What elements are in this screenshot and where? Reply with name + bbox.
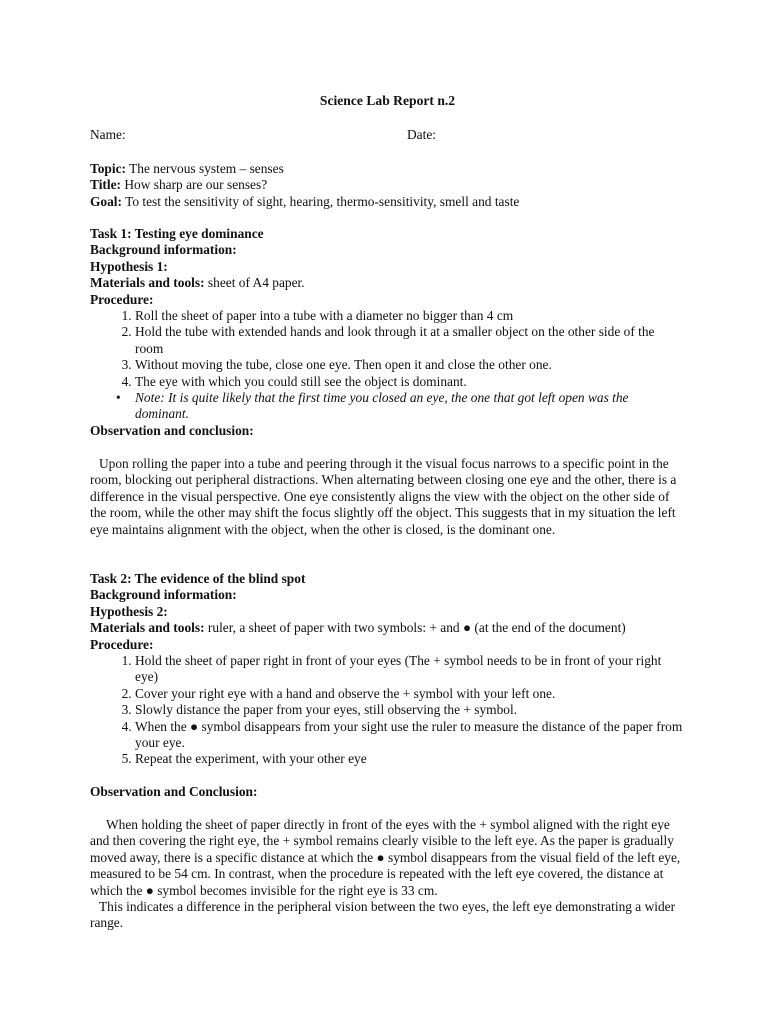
task1-heading: Task 1: Testing eye dominance <box>90 226 264 241</box>
list-item: 1. Roll the sheet of paper into a tube with a diameter no bigger than 4 cm <box>135 308 685 324</box>
task2-observation-text-2: This indicates a difference in the peripheral vision between the two eyes, the left eye demonstrating a wider range. <box>90 899 676 931</box>
name-date-row <box>90 127 685 143</box>
topic-label: Topic: <box>90 161 126 176</box>
task2-steps-list <box>90 653 685 768</box>
task1-procedure-label: Procedure: <box>90 291 154 307</box>
task1-note-list <box>90 390 685 423</box>
task1-section <box>90 226 685 439</box>
task1-materials-text: sheet of A4 paper. <box>207 275 305 291</box>
task1-background-label: Background information: <box>90 242 237 258</box>
topic-text: The nervous system – senses <box>129 161 284 176</box>
task1-note: • Note: It is quite likely that the first time you closed an eye, the one that got left open was the dominant. <box>135 390 685 423</box>
title-label: Title: <box>90 177 121 193</box>
list-item: 4. The eye with which you could still see the object is dominant. <box>135 374 685 390</box>
task2-materials-text: ruler, a sheet of paper with two symbols: + and ● (at the end of the document) <box>207 620 626 636</box>
task2-hypothesis-label: Hypothesis 2: <box>90 603 168 619</box>
task2-observation-label: Observation and Conclusion: <box>90 784 258 799</box>
task2-materials-line <box>90 620 685 636</box>
date-label: Date: <box>407 127 436 142</box>
task1-hypothesis-label: Hypothesis 1: <box>90 258 168 274</box>
list-item: 4. When the ● symbol disappears from your sight use the ruler to measure the distance of the paper from your eye. <box>135 719 685 752</box>
goal-line <box>90 194 685 210</box>
task2-observation-heading <box>90 784 685 800</box>
task1-steps-list <box>90 308 685 390</box>
list-item: 3. Slowly distance the paper from your eyes, still observing the + symbol. <box>135 702 685 718</box>
goal-text: To test the sensitivity of sight, hearing, thermo-sensitivity, smell and taste <box>125 193 520 209</box>
document-title: Science Lab Report n.2 <box>319 93 456 108</box>
list-item: 3. Without moving the tube, close one eye. Then open it and close the other one. <box>135 357 685 373</box>
task1-materials-line <box>90 275 685 291</box>
topic-line <box>90 161 685 177</box>
name-label: Name: <box>90 127 126 142</box>
task1-observation-label: Observation and conclusion: <box>90 422 254 438</box>
task2-materials-label: Materials and tools: <box>90 620 205 636</box>
list-item: 5. Repeat the experiment, with your other eye <box>135 751 685 767</box>
goal-label: Goal: <box>90 193 122 209</box>
task2-background-label: Background information: <box>90 587 237 603</box>
title-text: How sharp are our senses? <box>124 177 268 193</box>
task2-section <box>90 571 685 768</box>
report-meta <box>90 161 685 210</box>
list-item: 2. Hold the tube with extended hands and look through it at a smaller object on the other side of the room <box>135 324 685 357</box>
list-item: 1. Hold the sheet of paper right in front of your eyes (The + symbol needs to be in front of your right eye) <box>135 653 685 686</box>
task2-procedure-label: Procedure: <box>90 636 154 652</box>
task2-observation <box>90 817 685 932</box>
list-item: 2. Cover your right eye with a hand and observe the + symbol with your left one. <box>135 686 685 702</box>
task2-observation-text-1: When holding the sheet of paper directly in front of the eyes with the + symbol aligned with the right eye and then covering the right eye, the + symbol remains clearly visible to the left eye. As the paper is gradually moved away, there is a specific distance at which the ● symbol disappears from the visual field of the left eye, measured to be 54 cm. In contrast, when the procedure is repeated with the left eye covered, the distance at which the ● symbol becomes invisible for the right eye is 33 cm. <box>90 817 681 898</box>
task1-materials-label: Materials and tools: <box>90 275 205 291</box>
task1-observation <box>90 456 685 538</box>
title-line <box>90 177 685 193</box>
task2-heading: Task 2: The evidence of the blind spot <box>90 571 306 586</box>
task1-observation-text: Upon rolling the paper into a tube and peering through it the visual focus narrows to a specific point in the room, blocking out peripheral distractions. When alternating between closing one eye and the other, there is a difference in the visual perspective. One eye consistently aligns the view with the object on the other side of the room, while the other may shift the focus slightly off the object. This suggests that in my situation the left eye maintains alignment with the object, when the other is closed, is the dominant one. <box>90 456 677 537</box>
